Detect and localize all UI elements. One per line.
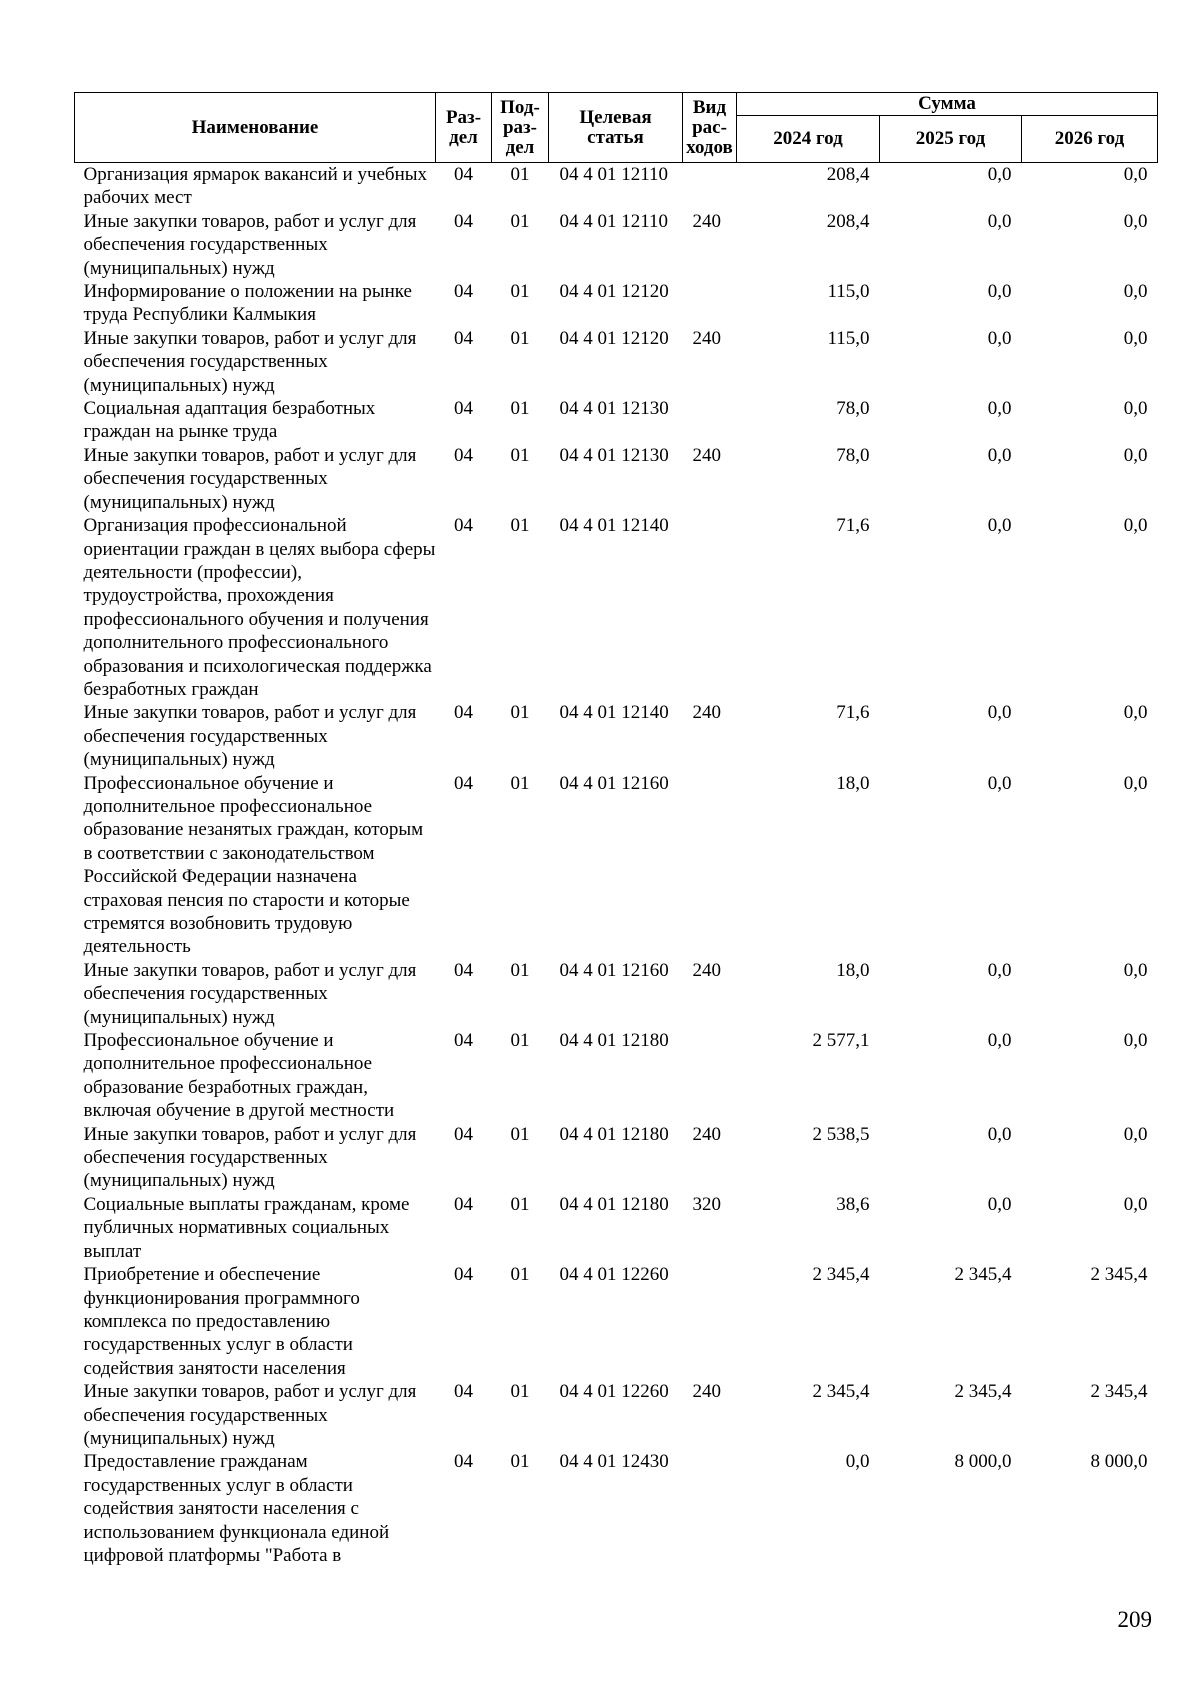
cell-vid <box>683 1029 737 1123</box>
cell-2026: 0,0 <box>1123 702 1148 724</box>
cell-celevaya: 04 4 01 12260 <box>559 1264 669 1286</box>
cell-name: Предоставление гражданам государственных услуг в области содействия занятости населения с использованием функционала единой цифровой платформы "Работа в <box>83 1451 390 1566</box>
cell-2026: 0,0 <box>1123 515 1148 537</box>
cell-razdel: 04 <box>454 398 473 420</box>
cell-2026: 2 345,4 <box>1090 1264 1148 1286</box>
cell-2024: 0,0 <box>845 1451 870 1473</box>
cell-2024: 2 538,5 <box>812 1123 870 1145</box>
header-podrazdel: Под- раз- дел <box>492 93 549 163</box>
budget-table-page <box>74 92 1157 1567</box>
cell-razdel: 04 <box>454 164 473 185</box>
cell-name: Иные закупки товаров, работ и услуг для обеспечения государственных (муниципальных) нужд <box>83 1123 417 1192</box>
cell-vid <box>683 163 737 210</box>
cell-vid: 240 <box>692 959 721 981</box>
cell-2024: 2 345,4 <box>812 1264 870 1286</box>
cell-celevaya: 04 4 01 12180 <box>559 1193 669 1215</box>
table-row <box>75 514 1158 701</box>
table-row <box>75 1380 1158 1450</box>
cell-razdel: 04 <box>454 1264 473 1286</box>
table-row <box>75 959 1158 1029</box>
header-2024: 2024 год <box>737 116 880 163</box>
table-row <box>75 444 1158 514</box>
cell-celevaya: 04 4 01 12180 <box>559 1123 669 1145</box>
cell-2024: 18,0 <box>836 772 870 794</box>
cell-podrazdel: 01 <box>510 515 530 537</box>
cell-name: Иные закупки товаров, работ и услуг для обеспечения государственных (муниципальных) нужд <box>83 444 417 513</box>
table-row <box>75 163 1158 210</box>
cell-vid <box>683 280 737 327</box>
cell-podrazdel: 01 <box>510 327 530 349</box>
cell-celevaya: 04 4 01 12120 <box>559 281 669 303</box>
table-row <box>75 210 1158 280</box>
cell-2025: 0,0 <box>987 1030 1012 1052</box>
cell-2025: 8 000,0 <box>954 1451 1012 1473</box>
cell-vid: 240 <box>692 1381 721 1403</box>
cell-celevaya: 04 4 01 12180 <box>559 1030 669 1052</box>
cell-vid <box>683 514 737 701</box>
cell-2026: 8 000,0 <box>1090 1451 1148 1473</box>
cell-podrazdel: 01 <box>510 702 530 724</box>
table-row <box>75 1123 1158 1193</box>
cell-podrazdel: 01 <box>510 398 530 420</box>
budget-table <box>74 92 1158 1567</box>
cell-podrazdel: 01 <box>510 959 530 981</box>
cell-name: Профессиональное обучение и дополнительное профессиональное образование безработных граждан, включая обучение в другой местности <box>83 1030 395 1122</box>
cell-razdel: 04 <box>454 702 473 724</box>
cell-2025: 0,0 <box>987 281 1012 303</box>
cell-celevaya: 04 4 01 12110 <box>559 164 669 185</box>
cell-2026: 0,0 <box>1123 327 1148 349</box>
cell-2025: 0,0 <box>987 398 1012 420</box>
header-summa: Сумма <box>737 93 1158 116</box>
cell-celevaya: 04 4 01 12140 <box>559 702 669 724</box>
cell-razdel: 04 <box>454 772 473 794</box>
cell-vid: 240 <box>692 210 721 232</box>
cell-razdel: 04 <box>454 327 473 349</box>
cell-2024: 115,0 <box>827 327 870 349</box>
cell-2025: 2 345,4 <box>954 1381 1012 1403</box>
cell-name: Иные закупки товаров, работ и услуг для обеспечения государственных (муниципальных) нужд <box>83 210 417 279</box>
cell-celevaya: 04 4 01 12130 <box>559 444 669 466</box>
cell-name: Организация ярмарок вакансий и учебных рабочих мест <box>83 164 428 209</box>
cell-razdel: 04 <box>454 281 473 303</box>
cell-celevaya: 04 4 01 12430 <box>559 1451 669 1473</box>
table-row <box>75 1263 1158 1380</box>
header-celevaya: Целевая статья <box>549 93 683 163</box>
page-number: 209 <box>1117 1607 1152 1632</box>
cell-celevaya: 04 4 01 12120 <box>559 327 669 349</box>
cell-2025: 0,0 <box>987 210 1012 232</box>
cell-2024: 208,4 <box>826 210 870 232</box>
cell-podrazdel: 01 <box>510 1381 530 1403</box>
table-row <box>75 397 1158 444</box>
cell-podrazdel: 01 <box>510 772 530 794</box>
cell-name: Социальная адаптация безработных граждан на рынке труда <box>83 398 376 443</box>
cell-2025: 0,0 <box>987 702 1012 724</box>
cell-celevaya: 04 4 01 12260 <box>559 1381 669 1403</box>
table-row <box>75 1193 1158 1263</box>
cell-razdel: 04 <box>454 1193 473 1215</box>
cell-2026: 2 345,4 <box>1090 1381 1148 1403</box>
cell-vid: 240 <box>692 702 721 724</box>
cell-vid <box>683 1450 737 1567</box>
cell-razdel: 04 <box>454 444 473 466</box>
table-row <box>75 701 1158 771</box>
cell-vid: 240 <box>692 1123 721 1145</box>
cell-name: Социальные выплаты гражданам, кроме публичных нормативных социальных выплат <box>83 1193 410 1262</box>
header-2026: 2026 год <box>1022 116 1158 163</box>
table-row <box>75 327 1158 397</box>
cell-razdel: 04 <box>454 210 473 232</box>
cell-2024: 71,6 <box>836 515 870 537</box>
cell-2025: 0,0 <box>987 444 1012 466</box>
cell-2024: 38,6 <box>836 1193 870 1215</box>
cell-podrazdel: 01 <box>510 210 530 232</box>
cell-2026: 0,0 <box>1123 1193 1148 1215</box>
table-header <box>75 93 1158 163</box>
cell-podrazdel: 01 <box>510 444 530 466</box>
cell-2025: 0,0 <box>987 959 1012 981</box>
header-razdel: Раз- дел <box>436 93 492 163</box>
cell-2024: 2 345,4 <box>812 1381 870 1403</box>
cell-2024: 2 577,1 <box>812 1030 870 1052</box>
cell-2026: 0,0 <box>1123 164 1148 185</box>
header-vid: Вид рас- ходов <box>683 93 737 163</box>
cell-2024: 71,6 <box>836 702 870 724</box>
cell-name: Организация профессиональной ориентации граждан в целях выбора сферы деятельности (профессии), трудоустройства, прохождения профессионального обучения и получения дополнительного профессионального образования и психологическая поддержка безработных граждан <box>83 515 436 700</box>
cell-2026: 0,0 <box>1123 398 1148 420</box>
cell-2026: 0,0 <box>1123 959 1148 981</box>
cell-2026: 0,0 <box>1123 772 1148 794</box>
cell-name: Информирование о положении на рынке труда Республики Калмыкия <box>83 281 412 326</box>
cell-2025: 0,0 <box>987 515 1012 537</box>
cell-name: Иные закупки товаров, работ и услуг для обеспечения государственных (муниципальных) нужд <box>83 1381 417 1449</box>
cell-celevaya: 04 4 01 12160 <box>559 959 669 981</box>
cell-razdel: 04 <box>454 1030 473 1052</box>
cell-razdel: 04 <box>454 1451 473 1473</box>
cell-2024: 208,4 <box>826 164 870 185</box>
cell-2026: 0,0 <box>1123 1030 1148 1052</box>
cell-2025: 2 345,4 <box>954 1264 1012 1286</box>
cell-vid <box>683 397 737 444</box>
cell-2026: 0,0 <box>1123 210 1148 232</box>
cell-podrazdel: 01 <box>510 1123 530 1145</box>
cell-vid: 240 <box>692 327 721 349</box>
table-row <box>75 280 1158 327</box>
cell-razdel: 04 <box>454 1123 473 1145</box>
table-row <box>75 1029 1158 1123</box>
cell-name: Приобретение и обеспечение функционирования программного комплекса по предоставлению государственных услуг в области содействия занятости населения <box>83 1264 360 1379</box>
cell-vid <box>683 1263 737 1380</box>
cell-vid <box>683 772 737 959</box>
table-row <box>75 772 1158 959</box>
header-name: Наименование <box>75 93 436 163</box>
cell-celevaya: 04 4 01 12130 <box>559 398 669 420</box>
cell-podrazdel: 01 <box>510 281 530 303</box>
cell-2024: 78,0 <box>836 398 870 420</box>
cell-name: Иные закупки товаров, работ и услуг для обеспечения государственных (муниципальных) нужд <box>83 327 417 396</box>
cell-2025: 0,0 <box>987 164 1012 185</box>
cell-vid: 320 <box>692 1193 721 1215</box>
cell-2025: 0,0 <box>987 1193 1012 1215</box>
cell-2026: 0,0 <box>1123 444 1148 466</box>
cell-name: Профессиональное обучение и дополнительное профессиональное образование незанятых граждан, которым в соответствии с законодательством Российской Федерации назначена страховая пенсия по старости и которые стремятся возобновить трудовую деятельность <box>83 772 424 958</box>
cell-celevaya: 04 4 01 12140 <box>559 515 669 537</box>
cell-podrazdel: 01 <box>510 164 530 185</box>
cell-2024: 78,0 <box>836 444 870 466</box>
cell-2026: 0,0 <box>1123 281 1148 303</box>
cell-podrazdel: 01 <box>510 1451 530 1473</box>
header-2025: 2025 год <box>880 116 1022 163</box>
table-body <box>75 163 1158 1568</box>
cell-celevaya: 04 4 01 12110 <box>559 210 669 232</box>
cell-podrazdel: 01 <box>510 1193 530 1215</box>
cell-name: Иные закупки товаров, работ и услуг для обеспечения государственных (муниципальных) нужд <box>83 702 417 771</box>
cell-2024: 115,0 <box>827 281 870 303</box>
cell-2024: 18,0 <box>836 959 870 981</box>
cell-2026: 0,0 <box>1123 1123 1148 1145</box>
cell-celevaya: 04 4 01 12160 <box>559 772 669 794</box>
cell-razdel: 04 <box>454 1381 473 1403</box>
cell-podrazdel: 01 <box>510 1030 530 1052</box>
cell-podrazdel: 01 <box>510 1264 530 1286</box>
cell-razdel: 04 <box>454 515 473 537</box>
cell-name: Иные закупки товаров, работ и услуг для обеспечения государственных (муниципальных) нужд <box>83 959 417 1028</box>
cell-razdel: 04 <box>454 959 473 981</box>
cell-2025: 0,0 <box>987 327 1012 349</box>
table-row <box>75 1450 1158 1567</box>
cell-vid: 240 <box>692 444 721 466</box>
cell-2025: 0,0 <box>987 1123 1012 1145</box>
cell-2025: 0,0 <box>987 772 1012 794</box>
